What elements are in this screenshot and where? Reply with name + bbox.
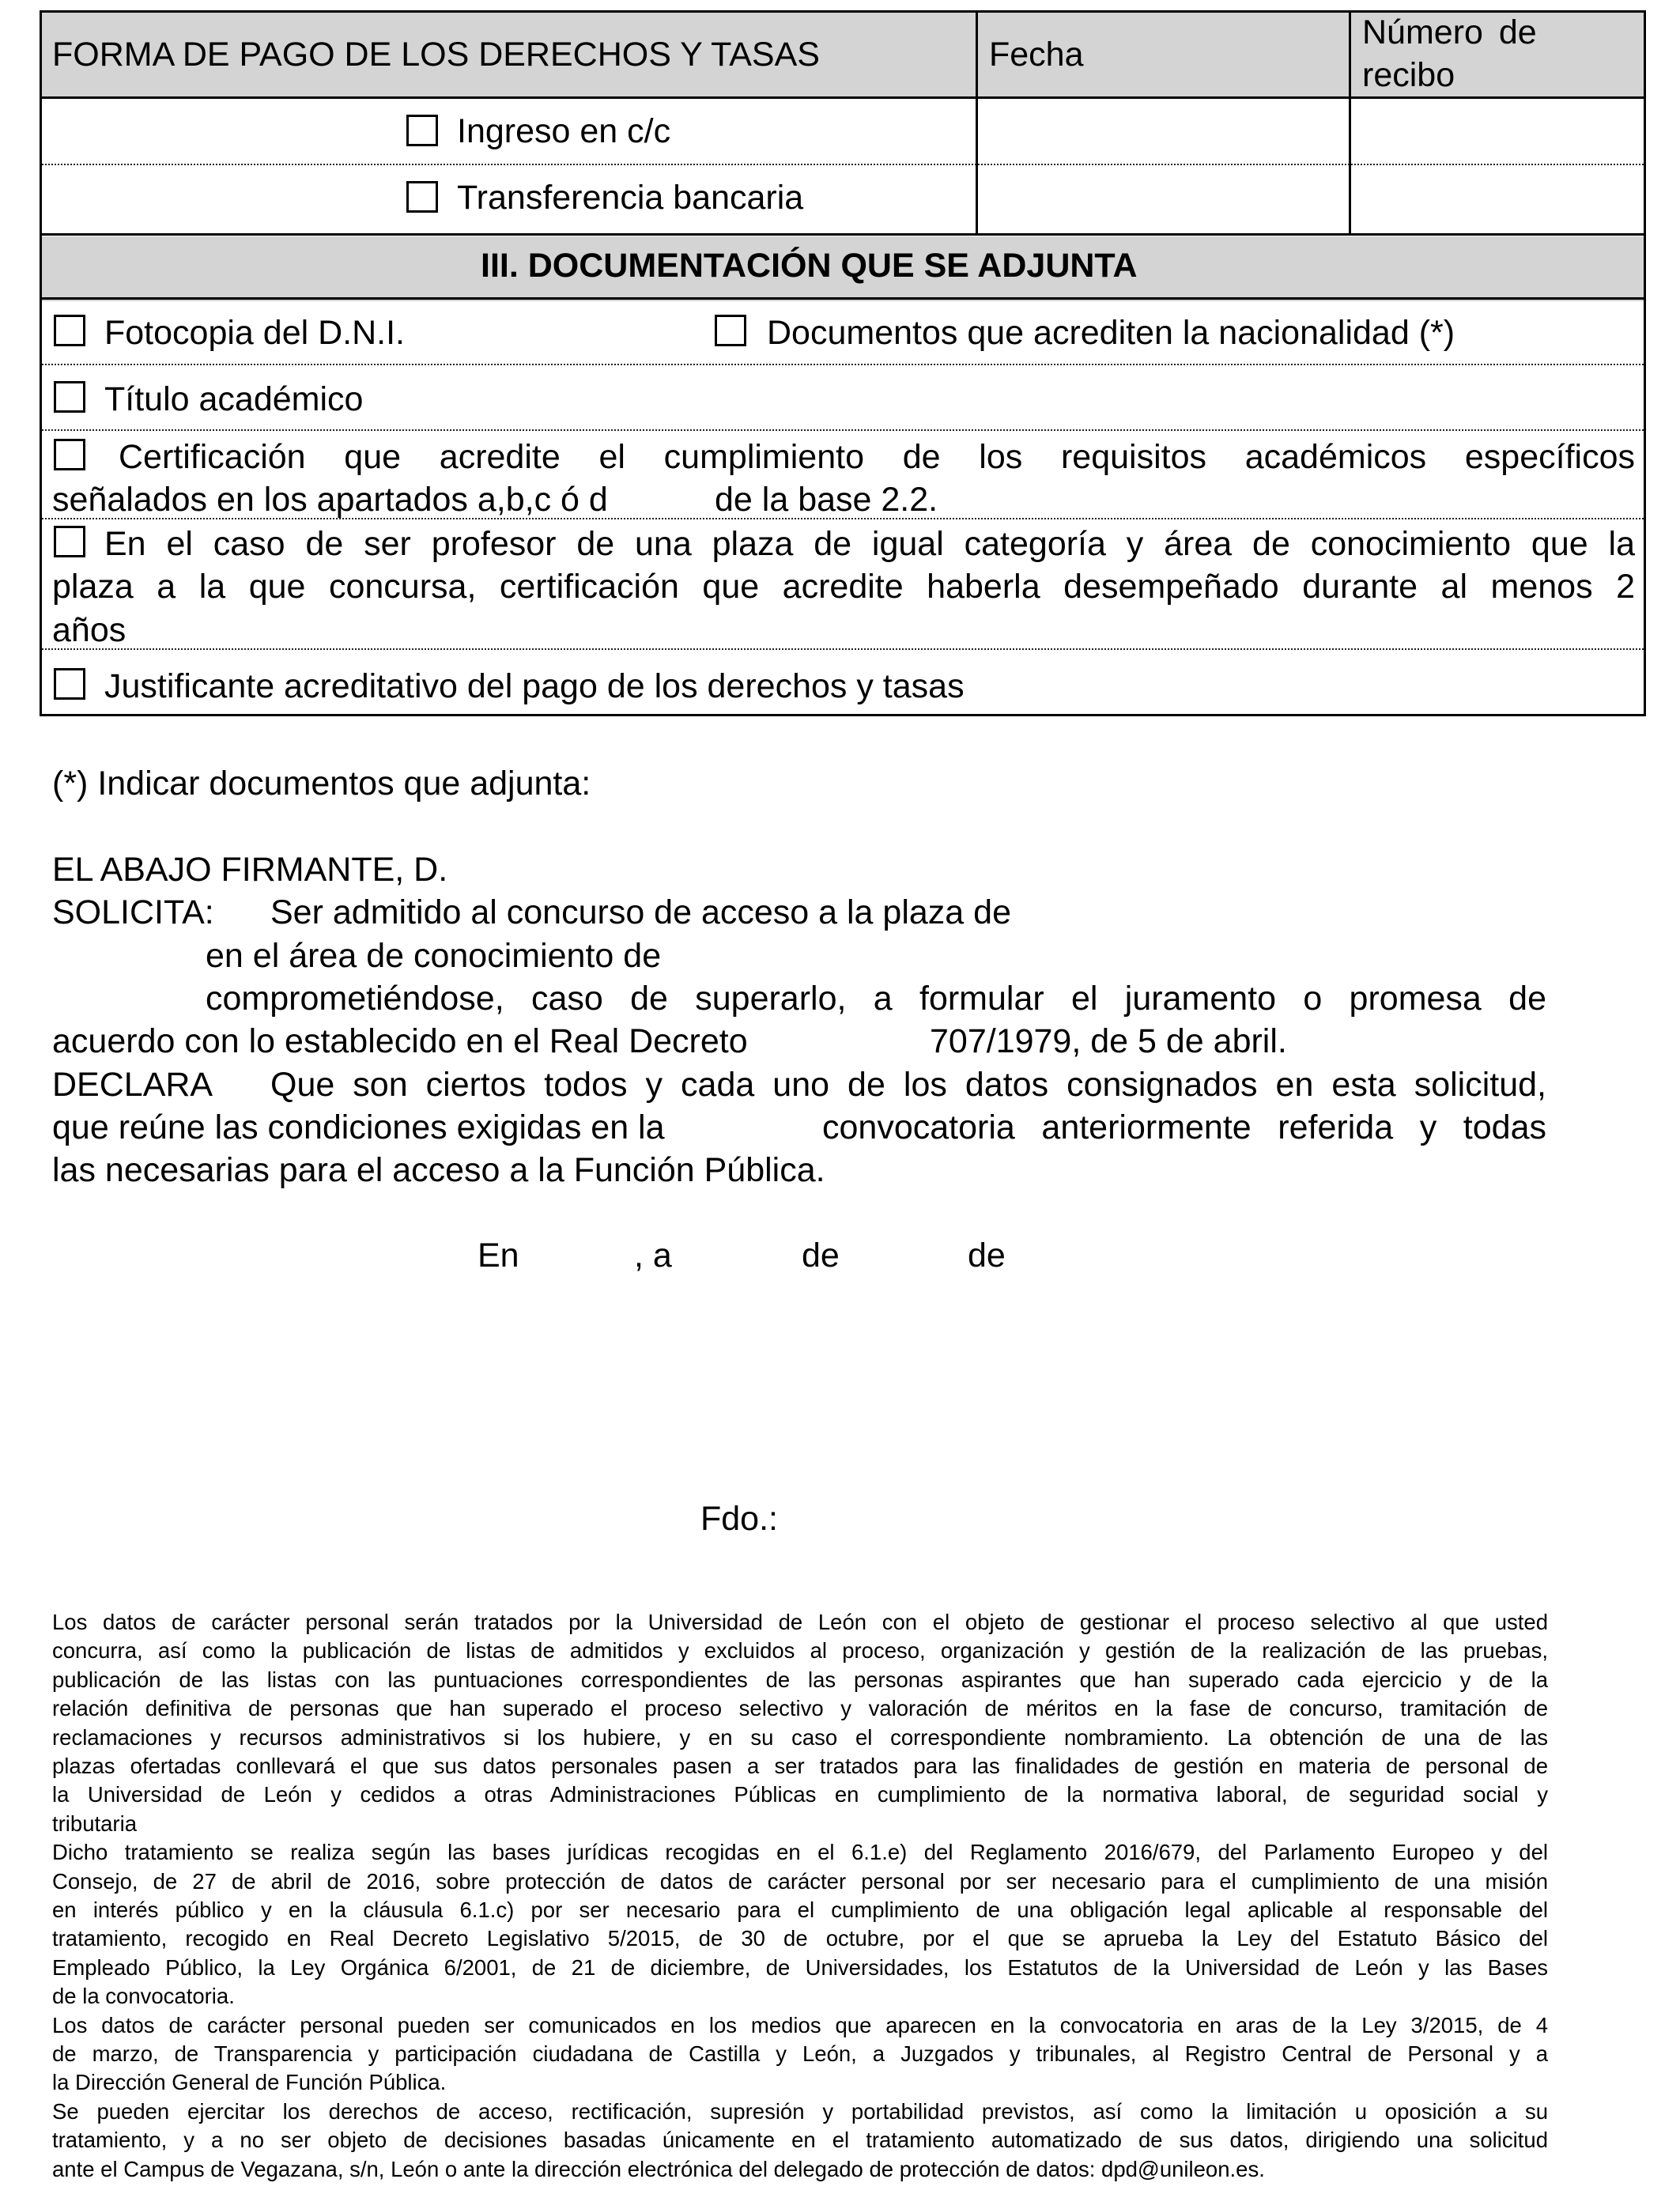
dni-checkbox[interactable] bbox=[54, 315, 85, 346]
date-en: En bbox=[478, 1237, 519, 1274]
row-divider bbox=[42, 164, 1644, 165]
privacy-line: publicación de las listas con las puntuaciones correspondientes de las personas aspirantes que han superado cada ejercicio y de la bbox=[52, 1667, 1548, 1692]
solicita-line4b: 707/1979, de 5 de abril. bbox=[930, 1022, 1287, 1060]
solicita-line3: comprometiéndose, caso de superarlo, a formular el juramento o promesa de bbox=[206, 980, 1546, 1018]
privacy-line: relación definitiva de personas que han superado el proceso selectivo y valoración de méritos en la fase de concurso, tramitación de bbox=[52, 1696, 1548, 1720]
privacy-line: reclamaciones y recursos administrativos si los hubiere, y en su caso el correspondiente nombramiento. La obtención de una de las bbox=[52, 1725, 1548, 1750]
profesor-line1: En el caso de ser profesor de una plaza de igual categoría y área de conocimiento que la bbox=[104, 525, 1635, 563]
privacy-line: la Dirección General de Función Pública. bbox=[52, 2070, 447, 2094]
documentation-heading: III. DOCUMENTACIÓN QUE SE ADJUNTA bbox=[481, 247, 1138, 285]
privacy-line: Consejo, de 27 de abril de 2016, sobre protección de datos de carácter personal por ser necesario para el cumplimiento de una misión bbox=[52, 1869, 1548, 1894]
signature-fdo: Fdo.: bbox=[700, 1500, 778, 1538]
payment-title: FORMA DE PAGO DE LOS DERECHOS Y TASAS bbox=[52, 36, 820, 74]
column-divider bbox=[976, 10, 978, 234]
privacy-line: tributaria bbox=[52, 1811, 137, 1836]
recibo-label-line2: recibo bbox=[1362, 56, 1455, 94]
date-a: , a bbox=[634, 1237, 672, 1274]
solicita-line2: en el área de conocimiento de bbox=[206, 937, 662, 975]
certificacion-checkbox[interactable] bbox=[54, 439, 85, 470]
row-divider bbox=[42, 297, 1644, 300]
transferencia-checkbox[interactable] bbox=[406, 181, 438, 213]
justificante-label: Justificante acreditativo del pago de los derechos y tasas bbox=[104, 667, 965, 705]
privacy-line: Los datos de carácter personal serán tratados por la Universidad de León con el objeto de gestionar el proceso selectivo al que usted bbox=[52, 1610, 1548, 1634]
declara-label: DECLARA bbox=[52, 1066, 213, 1104]
solicita-line1: Ser admitido al concurso de acceso a la plaza de bbox=[270, 893, 1011, 931]
privacy-line: ante el Campus de Vegazana, s/n, León o ante la dirección electrónica del delegado de protección de datos: dpd@unileon.es. bbox=[52, 2157, 1265, 2181]
nacionalidad-label: Documentos que acrediten la nacionalidad (*) bbox=[767, 314, 1455, 352]
row-divider bbox=[42, 648, 1644, 650]
titulo-checkbox[interactable] bbox=[54, 381, 85, 413]
indicar-documentos: (*) Indicar documentos que adjunta: bbox=[52, 765, 591, 802]
recibo-label-line1: Número de bbox=[1362, 13, 1537, 51]
certificacion-line1: Certificación que acredite el cumplimiento de los requisitos académicos específicos bbox=[119, 438, 1635, 476]
profesor-line2: plaza a la que concursa, certificación que acredite haberla desempeñado durante al menos 2 bbox=[52, 568, 1635, 606]
solicita-label: SOLICITA: bbox=[52, 893, 214, 931]
date-de-1: de bbox=[802, 1237, 840, 1274]
declara-line1: Que son ciertos todos y cada uno de los datos consignados en esta solicitud, bbox=[270, 1066, 1546, 1104]
date-de-2: de bbox=[968, 1237, 1006, 1274]
titulo-label: Título académico bbox=[104, 380, 364, 418]
privacy-line: de marzo, de Transparencia y participación ciudadana de Castilla y León, a Juzgados y tribunales, al Registro Central de Personal y a bbox=[52, 2041, 1548, 2066]
privacy-line: Los datos de carácter personal pueden ser comunicados en los medios que aparecen en la convocatoria en aras de la Ley 3/2015, de 4 bbox=[52, 2013, 1548, 2037]
firmante-line: EL ABAJO FIRMANTE, D. bbox=[52, 851, 448, 889]
row-divider bbox=[42, 429, 1644, 431]
privacy-line: concurra, así como la publicación de listas de admitidos y excluidos al proceso, organización y gestión de la realización de las pruebas, bbox=[52, 1638, 1548, 1663]
certificacion-line2b: de la base 2.2. bbox=[715, 481, 938, 519]
ingreso-checkbox[interactable] bbox=[406, 115, 438, 146]
privacy-line: Dicho tratamiento se realiza según las bases jurídicas recogidas en el 6.1.e) del Reglamento 2016/679, del Parlamento Europeo y del bbox=[52, 1840, 1548, 1864]
privacy-line: tratamiento, y a no ser objeto de decisiones basadas únicamente en el tratamiento automatizado de sus datos, dirigiendo una solicitud bbox=[52, 2128, 1548, 2152]
privacy-line: Se pueden ejercitar los derechos de acceso, rectificación, supresión y portabilidad previstos, así como la limitación u oposición a su bbox=[52, 2099, 1548, 2124]
row-divider bbox=[42, 233, 1644, 236]
privacy-line: Empleado Público, la Ley Orgánica 6/2001, de 21 de diciembre, de Universidades, los Estatutos de la Universidad de León y las Bases bbox=[52, 1955, 1548, 1980]
justificante-checkbox[interactable] bbox=[54, 668, 85, 700]
fecha-label: Fecha bbox=[989, 36, 1084, 74]
solicita-line4a: acuerdo con lo establecido en el Real Decreto bbox=[52, 1022, 748, 1060]
privacy-line: en interés público y en la cláusula 6.1.c) por ser necesario para el cumplimiento de una obligación legal aplicable al responsable del bbox=[52, 1898, 1548, 1922]
privacy-line: la Universidad de León y cedidos a otras Administraciones Públicas en cumplimiento de la normativa laboral, de seguridad social y bbox=[52, 1782, 1548, 1807]
dni-label: Fotocopia del D.N.I. bbox=[104, 314, 406, 352]
column-divider bbox=[1349, 10, 1351, 234]
privacy-line: de la convocatoria. bbox=[52, 1984, 235, 2008]
certificacion-line2a: señalados en los apartados a,b,c ó d bbox=[52, 481, 608, 519]
row-divider bbox=[42, 96, 1644, 99]
privacy-line: plazas ofertadas conllevará el que sus datos personales pasen a ser tratados para las finalidades de gestión en materia de personal de bbox=[52, 1754, 1548, 1778]
declara-line2a: que reúne las condiciones exigidas en la bbox=[52, 1108, 665, 1146]
privacy-line: tratamiento, recogido en Real Decreto Legislativo 5/2015, de 30 de octubre, por el que se aprueba la Ley del Estatuto Básico del bbox=[52, 1926, 1548, 1950]
declara-line3: las necesarias para el acceso a la Función Pública. bbox=[52, 1151, 825, 1189]
profesor-checkbox[interactable] bbox=[54, 526, 85, 557]
profesor-line3: años bbox=[52, 611, 126, 649]
nacionalidad-checkbox[interactable] bbox=[715, 315, 746, 346]
row-divider bbox=[42, 364, 1644, 365]
declara-line2b: convocatoria anteriormente referida y todas bbox=[822, 1108, 1546, 1146]
transferencia-label: Transferencia bancaria bbox=[457, 179, 804, 217]
ingreso-label: Ingreso en c/c bbox=[457, 112, 671, 150]
